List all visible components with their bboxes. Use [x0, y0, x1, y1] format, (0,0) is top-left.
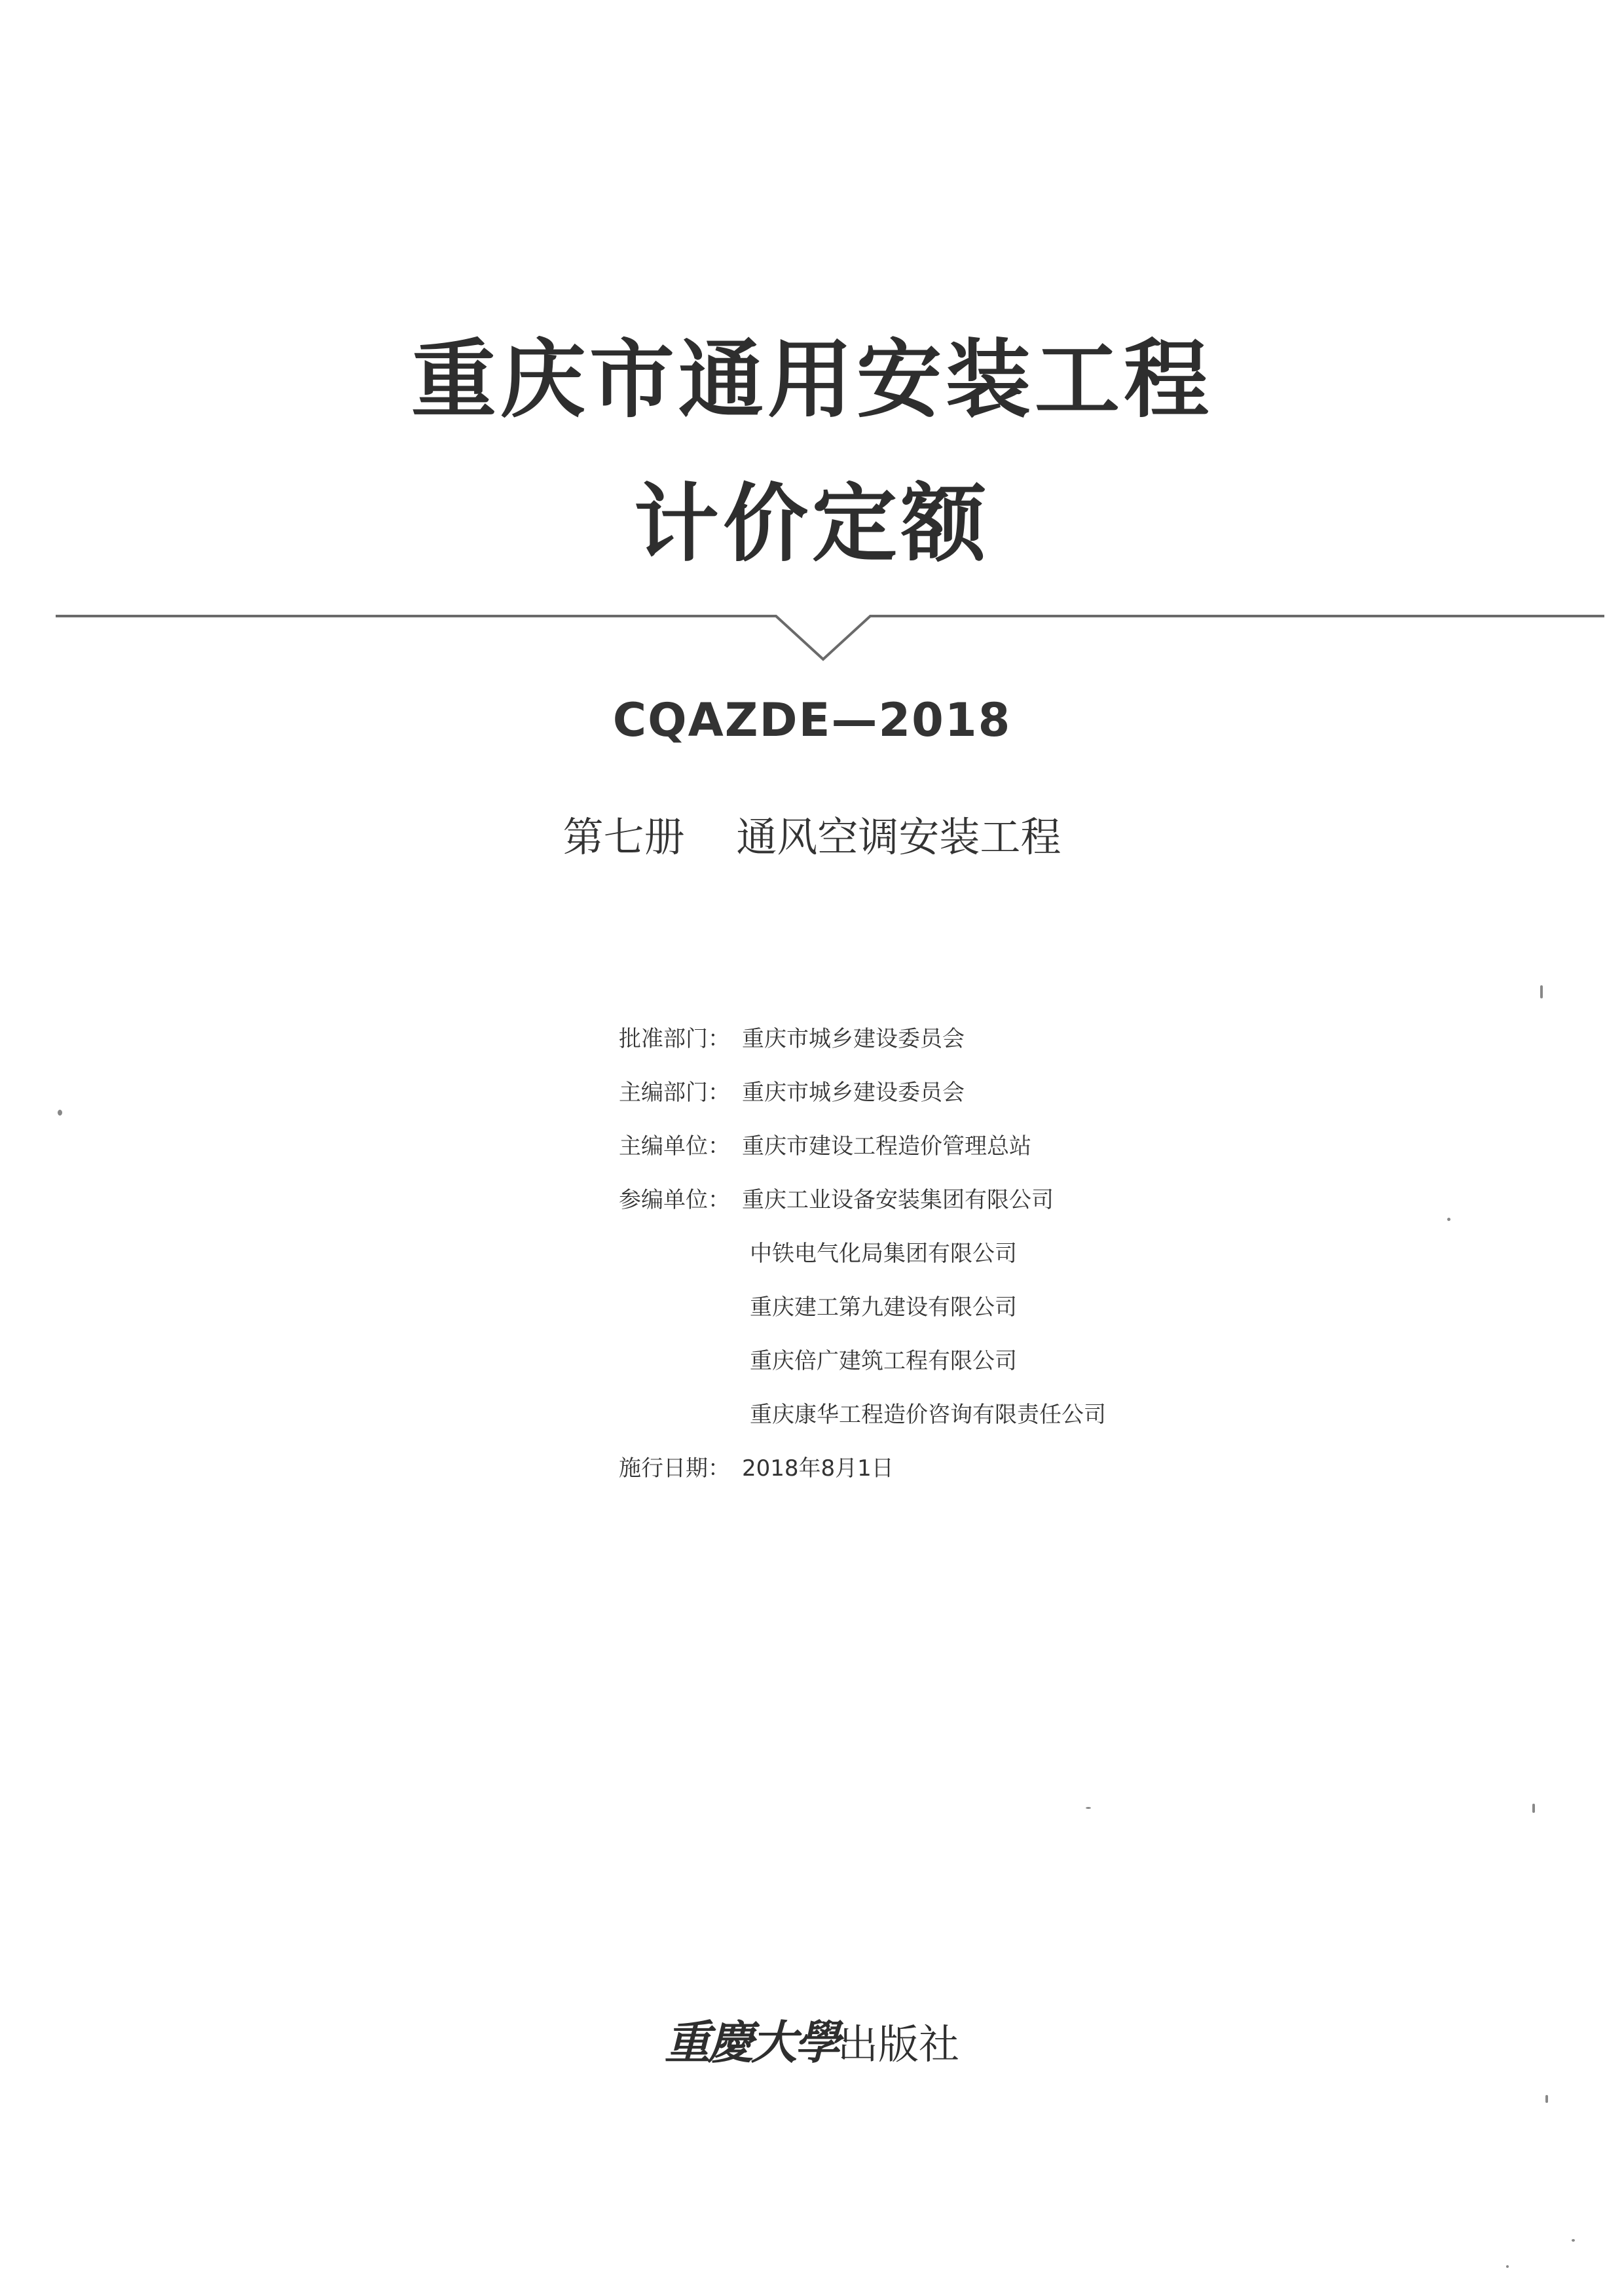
info-participant: 重庆倍广建筑工程有限公司	[750, 1348, 1017, 1374]
scan-speck	[1447, 1218, 1450, 1221]
info-participant: 重庆建工第九建设有限公司	[750, 1294, 1017, 1321]
info-value: 2018年8月1日	[742, 1455, 894, 1482]
info-value: 重庆市建设工程造价管理总站	[742, 1133, 1031, 1159]
info-participant: 重庆康华工程造价咨询有限责任公司	[750, 1402, 1106, 1428]
scan-speck	[1532, 1804, 1535, 1813]
scan-speck	[1572, 2239, 1575, 2242]
volume-number: 第七册	[563, 813, 685, 861]
publisher-logo: 重慶大學	[664, 2015, 838, 2069]
info-participants	[619, 1189, 1054, 1211]
info-label: 主编单位：	[619, 1133, 730, 1159]
title-line-2: 计价定额	[633, 473, 990, 574]
info-value: 重庆市城乡建设委员会	[742, 1080, 965, 1106]
info-approval	[619, 1028, 965, 1050]
scan-speck	[1540, 985, 1543, 998]
volume-heading	[0, 813, 1624, 861]
volume-name: 通风空调安装工程	[736, 813, 1061, 861]
info-label: 参编单位：	[619, 1187, 730, 1213]
publisher	[0, 2015, 1624, 2069]
publisher-suffix: 出版社	[837, 2020, 959, 2068]
info-chief-dept	[619, 1082, 965, 1104]
info-value: 重庆市城乡建设委员会	[742, 1026, 965, 1052]
info-effective-date	[619, 1457, 894, 1480]
scan-speck	[58, 1110, 62, 1116]
info-value: 重庆工业设备安装集团有限公司	[742, 1187, 1054, 1213]
standard-code: CQAZDE—2018	[612, 693, 1012, 747]
scan-speck	[1086, 1807, 1091, 1809]
info-chief-unit	[619, 1135, 1031, 1157]
info-label: 施行日期：	[619, 1455, 730, 1482]
title-divider	[56, 606, 1604, 665]
info-participant: 中铁电气化局集团有限公司	[750, 1241, 1017, 1267]
title-line-1: 重庆市通用安装工程	[411, 329, 1213, 429]
info-label: 主编部门：	[619, 1080, 730, 1106]
volume-spacer	[685, 813, 737, 861]
scan-speck	[1545, 2095, 1548, 2103]
scan-speck	[1506, 2265, 1509, 2268]
info-label: 批准部门：	[619, 1026, 730, 1052]
